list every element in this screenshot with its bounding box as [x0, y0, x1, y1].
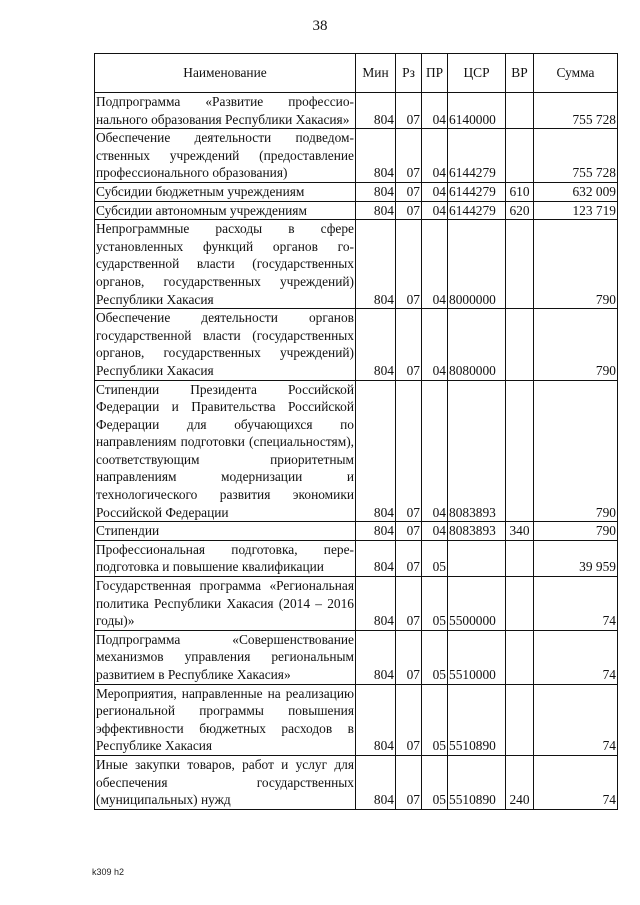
cell-sum: 790	[534, 380, 618, 522]
cell-pr: 04	[422, 201, 448, 220]
cell-csr: 5510890	[448, 684, 506, 755]
cell-name: Подпрограмма «Совершенствование механизмов управления региональным развитием в Республике Хакасия»	[95, 630, 356, 684]
cell-min: 804	[356, 129, 396, 183]
table-row	[95, 577, 618, 631]
cell-pr: 04	[422, 129, 448, 183]
table-row	[95, 201, 618, 220]
cell-vr	[506, 309, 534, 380]
budget-table	[94, 53, 618, 810]
cell-rz: 07	[396, 201, 422, 220]
cell-vr: 610	[506, 182, 534, 201]
cell-sum: 74	[534, 630, 618, 684]
table-row	[95, 309, 618, 380]
cell-csr: 5510890	[448, 755, 506, 809]
table-row	[95, 630, 618, 684]
cell-sum: 790	[534, 522, 618, 541]
cell-name: Подпрограмма «Развитие профессионального образования Республики Хакасия»	[95, 93, 356, 129]
table-row	[95, 220, 618, 309]
cell-vr: 340	[506, 522, 534, 541]
cell-rz: 07	[396, 129, 422, 183]
cell-sum: 790	[534, 309, 618, 380]
cell-min: 804	[356, 630, 396, 684]
cell-pr: 04	[422, 309, 448, 380]
cell-min: 804	[356, 380, 396, 522]
cell-name: Государственная программа «Региональная политика Республики Хакасия (2014 – 2016 годы)»	[95, 577, 356, 631]
table-row	[95, 380, 618, 522]
cell-csr	[448, 540, 506, 576]
cell-sum: 74	[534, 755, 618, 809]
cell-rz: 07	[396, 93, 422, 129]
cell-pr: 05	[422, 540, 448, 576]
cell-name: Иные закупки товаров, работ и услуг для обеспечения государственных (муниципальных) нужд	[95, 755, 356, 809]
cell-pr: 05	[422, 755, 448, 809]
cell-csr: 6140000	[448, 93, 506, 129]
cell-min: 804	[356, 309, 396, 380]
cell-rz: 07	[396, 522, 422, 541]
cell-rz: 07	[396, 380, 422, 522]
cell-vr: 240	[506, 755, 534, 809]
cell-sum: 632 009	[534, 182, 618, 201]
cell-vr	[506, 380, 534, 522]
cell-min: 804	[356, 755, 396, 809]
table-row	[95, 93, 618, 129]
cell-min: 804	[356, 522, 396, 541]
cell-pr: 04	[422, 93, 448, 129]
table-row	[95, 540, 618, 576]
table-row	[95, 755, 618, 809]
header-csr: ЦСР	[448, 54, 506, 93]
cell-csr: 6144279	[448, 129, 506, 183]
cell-pr: 05	[422, 630, 448, 684]
cell-sum: 74	[534, 577, 618, 631]
cell-name: Непрограммные расходы в сфере установленных функций органов государственной власти (государственных органов, государственных учреждений) Республики Хакасия	[95, 220, 356, 309]
cell-pr: 04	[422, 220, 448, 309]
cell-sum: 755 728	[534, 129, 618, 183]
footer-code: k309 h2	[92, 867, 125, 877]
header-sum: Сумма	[534, 54, 618, 93]
cell-rz: 07	[396, 220, 422, 309]
cell-name: Мероприятия, направленные на реализацию региональной программы повышения эффективности бюджетных расходов в Республике Хакасия	[95, 684, 356, 755]
table-body	[95, 93, 618, 810]
cell-csr: 6144279	[448, 182, 506, 201]
cell-pr: 04	[422, 182, 448, 201]
cell-vr	[506, 577, 534, 631]
cell-pr: 05	[422, 684, 448, 755]
cell-min: 804	[356, 684, 396, 755]
cell-min: 804	[356, 182, 396, 201]
cell-rz: 07	[396, 684, 422, 755]
header-vr: ВР	[506, 54, 534, 93]
cell-min: 804	[356, 93, 396, 129]
cell-csr: 5500000	[448, 577, 506, 631]
cell-vr	[506, 220, 534, 309]
table-header-row	[95, 54, 618, 93]
cell-min: 804	[356, 220, 396, 309]
cell-csr: 8080000	[448, 309, 506, 380]
cell-csr: 8000000	[448, 220, 506, 309]
cell-min: 804	[356, 540, 396, 576]
cell-min: 804	[356, 577, 396, 631]
header-name: Наименование	[95, 54, 356, 93]
cell-vr	[506, 93, 534, 129]
cell-vr: 620	[506, 201, 534, 220]
table-row	[95, 129, 618, 183]
cell-sum: 123 719	[534, 201, 618, 220]
cell-vr	[506, 684, 534, 755]
cell-rz: 07	[396, 577, 422, 631]
cell-sum: 790	[534, 220, 618, 309]
header-pr: ПР	[422, 54, 448, 93]
cell-name: Стипендии Президента Российской Федерации и Правительства Российской Федерации для обучающихся по направлениям подготовки (специальностям), соответствующим приоритетным направлениям модернизации и технологического развития экономики Российской Федерации	[95, 380, 356, 522]
cell-csr: 8083893	[448, 380, 506, 522]
header-min: Мин	[356, 54, 396, 93]
cell-min: 804	[356, 201, 396, 220]
cell-name: Профессиональная подготовка, переподготовка и повышение квалификации	[95, 540, 356, 576]
header-rz: Рз	[396, 54, 422, 93]
cell-rz: 07	[396, 182, 422, 201]
cell-sum: 74	[534, 684, 618, 755]
cell-vr	[506, 630, 534, 684]
cell-vr	[506, 129, 534, 183]
page-number: 38	[312, 18, 328, 34]
table-row	[95, 522, 618, 541]
cell-name: Обеспечение деятельности подведомственных учреждений (предоставление профессионального образования)	[95, 129, 356, 183]
cell-sum: 755 728	[534, 93, 618, 129]
cell-pr: 05	[422, 577, 448, 631]
cell-pr: 04	[422, 380, 448, 522]
cell-rz: 07	[396, 309, 422, 380]
cell-rz: 07	[396, 540, 422, 576]
cell-name: Стипендии	[95, 522, 356, 541]
cell-sum: 39 959	[534, 540, 618, 576]
cell-name: Субсидии автономным учреждениям	[95, 201, 356, 220]
cell-name: Субсидии бюджетным учреждениям	[95, 182, 356, 201]
cell-name: Обеспечение деятельности органов государственной власти (государственных органов, государственных учреждений) Республики Хакасия	[95, 309, 356, 380]
cell-rz: 07	[396, 755, 422, 809]
table-row	[95, 182, 618, 201]
cell-csr: 5510000	[448, 630, 506, 684]
cell-pr: 04	[422, 522, 448, 541]
cell-vr	[506, 540, 534, 576]
table-row	[95, 684, 618, 755]
cell-rz: 07	[396, 630, 422, 684]
cell-csr: 8083893	[448, 522, 506, 541]
cell-csr: 6144279	[448, 201, 506, 220]
